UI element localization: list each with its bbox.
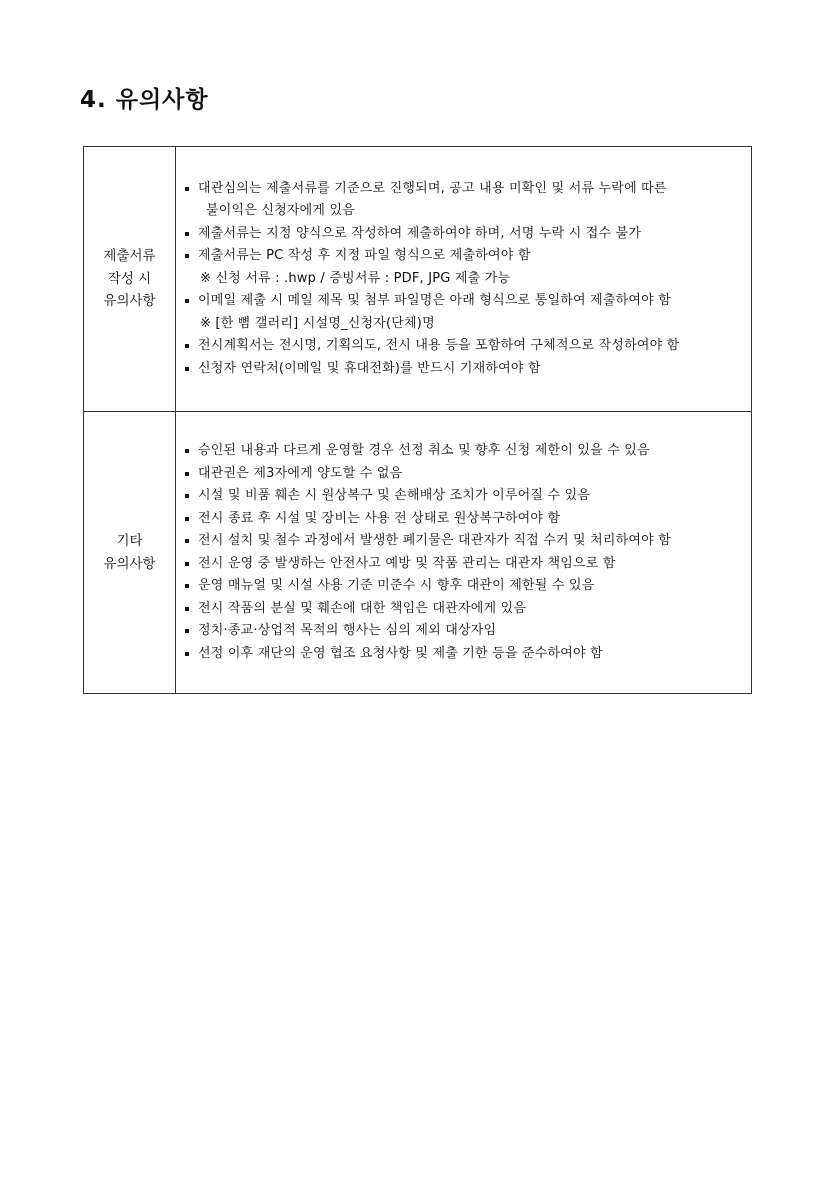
list-item: 제출서류는 지정 양식으로 작성하여 제출하여야 하며, 서명 누락 시 접수 불가 <box>184 223 745 246</box>
note-item: ※ [한 뼘 갤러리] 시설명_신청자(단체)명 <box>200 315 435 331</box>
section-label: 유의사항 <box>103 555 156 572</box>
list-item: 전시 운영 중 발생하는 안전사고 예방 및 작품 관리는 대관자 책임으로 함 <box>184 553 745 576</box>
list-item: 전시 종료 후 시설 및 장비는 사용 전 상태로 원상복구하여야 함 <box>184 508 745 531</box>
table-row <box>84 412 752 694</box>
list-item: 대관심의는 제출서류를 기준으로 진행되며, 공고 내용 미확인 및 서류 누락에 따른 <box>184 178 745 201</box>
list-item: 전시 설치 및 철수 과정에서 발생한 폐기물은 대관자가 직접 수거 및 처리하여야 함 <box>184 530 745 553</box>
page-title: 4. 유의사항 <box>80 87 209 113</box>
notes-table <box>83 146 752 694</box>
notes-list <box>176 178 751 381</box>
list-item: 신청자 연락처(이메일 및 휴대전화)를 반드시 기재하여야 함 <box>184 358 745 381</box>
list-item: 제출서류는 PC 작성 후 지정 파일 형식으로 제출하여야 함 <box>184 245 745 268</box>
list-item: 승인된 내용과 다르게 운영할 경우 선정 취소 및 향후 신청 제한이 있을 수 있음 <box>184 440 745 463</box>
section-label-cell <box>84 412 176 694</box>
table-row <box>84 147 752 412</box>
notes-list <box>176 440 751 665</box>
list-item: 정치·종교·상업적 목적의 행사는 심의 제외 대상자임 <box>184 620 745 643</box>
section-label-cell <box>84 147 176 412</box>
section-content-cell <box>176 147 752 412</box>
section-label: 작성 시 <box>107 270 152 287</box>
section-label: 유의사항 <box>103 293 156 310</box>
list-item: 운영 매뉴얼 및 시설 사용 기준 미준수 시 향후 대관이 제한될 수 있음 <box>184 575 745 598</box>
section-label: 기타 <box>116 533 143 549</box>
list-item-continuation: 불이익은 신청자에게 있음 <box>206 203 356 219</box>
note-item: ※ 신청 서류 : .hwp / 증빙서류 : PDF, JPG 제출 가능 <box>200 270 511 286</box>
list-item: 전시 작품의 분실 및 훼손에 대한 책임은 대관자에게 있음 <box>184 598 745 621</box>
section-content-cell <box>176 412 752 694</box>
list-item: 선정 이후 재단의 운영 협조 요청사항 및 제출 기한 등을 준수하여야 함 <box>184 643 745 666</box>
list-item: 시설 및 비품 훼손 시 원상복구 및 손해배상 조치가 이루어질 수 있음 <box>184 485 745 508</box>
section-label: 제출서류 <box>103 248 156 265</box>
list-item: 대관권은 제3자에게 양도할 수 없음 <box>184 463 745 486</box>
list-item: 이메일 제출 시 메일 제목 및 첨부 파일명은 아래 형식으로 통일하여 제출하여야 함 <box>184 290 745 313</box>
list-item: 전시계획서는 전시명, 기획의도, 전시 내용 등을 포함하여 구체적으로 작성하여야 함 <box>184 335 745 358</box>
